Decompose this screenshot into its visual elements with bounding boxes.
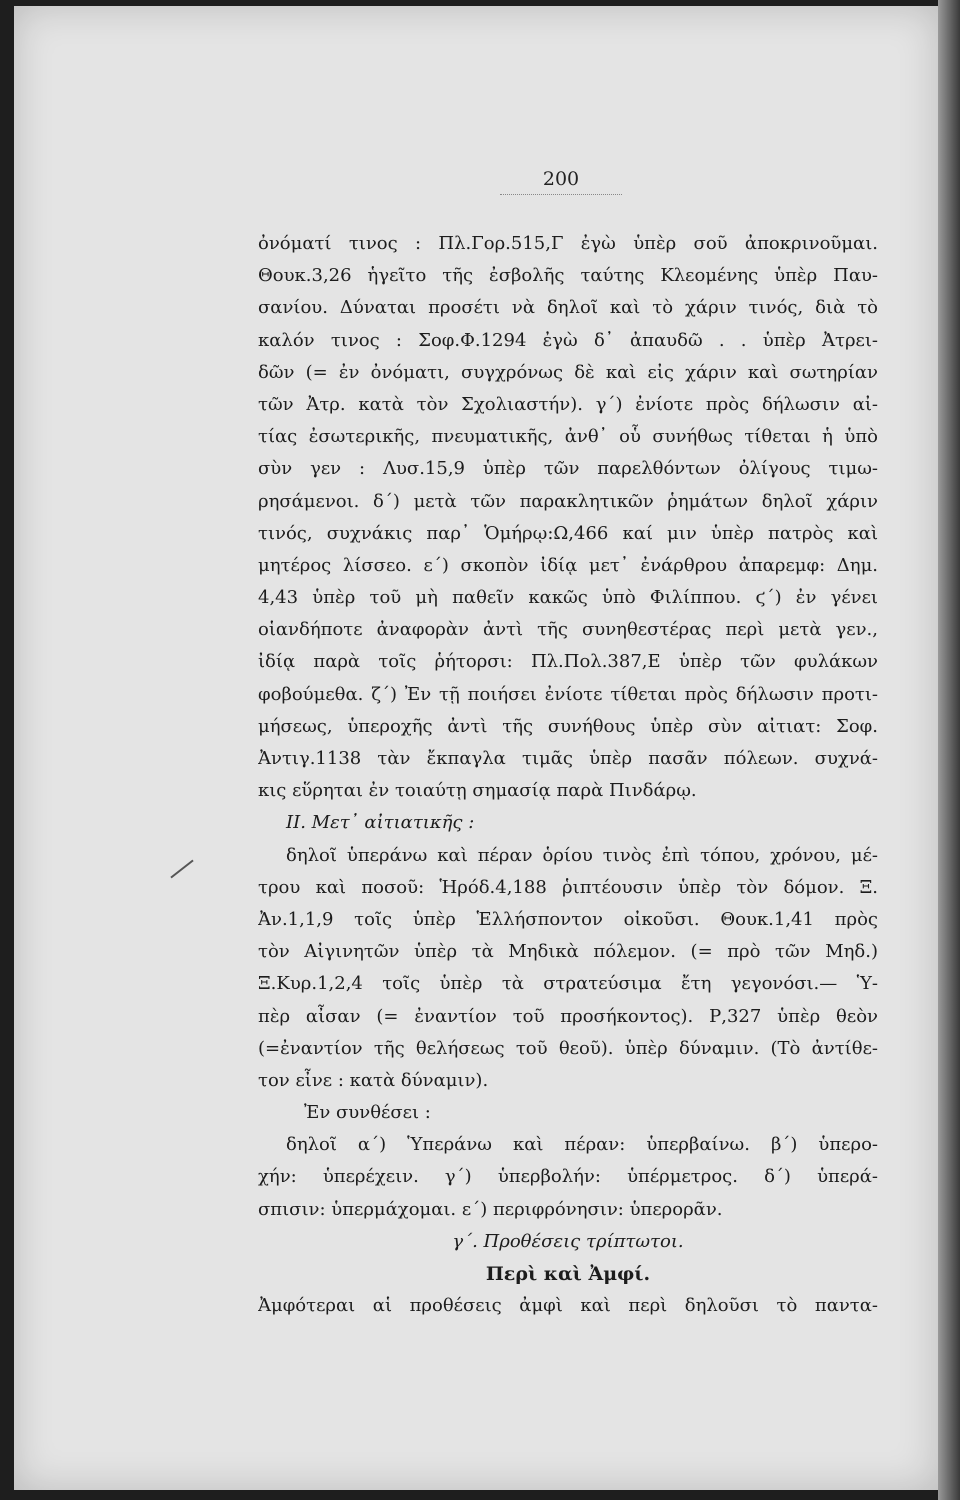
text-line: ρησάμενοι. δ΄) μετὰ τῶν παρακλητικῶν ῥημάτων δηλοῖ χάριν	[258, 490, 878, 512]
page-edge	[938, 0, 960, 1500]
text-line: δῶν (= ἐν ὀνόματι, συγχρόνως δὲ καὶ εἰς χάριν καὶ σωτηρίαν	[258, 361, 878, 383]
text-line: τὸν Αἰγινητῶν ὑπὲρ τὰ Μηδικὰ πόλεμον. (= πρὸ τῶν Μηδ.)	[258, 941, 878, 963]
text-line: τον εἶνε : κατὰ δύναμιν).	[258, 1069, 489, 1091]
text-line: ἰδίᾳ παρὰ τοῖς ῥήτορσι: Πλ.Πολ.387,Ε ὑπὲρ τῶν φυλάκων	[258, 651, 878, 673]
text-line: Ξ.Κυρ.1,2,4 τοῖς ὑπὲρ τὰ στρατεύσιμα ἔτη γεγονόσι.— Ὑ-	[258, 973, 878, 995]
text-line: χήν: ὑπερέχειν. γ΄) ὑπερβολήν: ὑπέρμετρος. δ΄) ὑπερά-	[258, 1166, 878, 1188]
text-line: τρου καὶ ποσοῦ: Ἡρόδ.4,188 ῥιπτέουσιν ὑπὲρ τὸν δόμον. Ξ.	[258, 876, 878, 898]
text-block	[258, 228, 878, 1322]
page-number: 200	[500, 168, 622, 195]
text-line: Ἀν.1,1,9 τοῖς ὑπὲρ Ἑλλήσποντον οἰκοῦσι. Θουκ.1,41 πρὸς	[258, 908, 878, 930]
text-line: (=ἐναντίον τῆς θελήσεως τοῦ θεοῦ). ὑπὲρ δύναμιν. (Τὸ ἀντίθε-	[258, 1037, 878, 1059]
text-line: τινός, συχνάκις παρ᾿ Ὁμήρῳ:Ω,466 καί μιν ὑπὲρ πατρὸς καὶ	[258, 522, 878, 544]
text-line: φοβούμεθα. ζ΄) Ἐν τῇ ποιήσει ἐνίοτε τίθεται πρὸς δήλωσιν προτι-	[258, 683, 878, 705]
text-line: ὀνόματί τινος : Πλ.Γορ.515,Γ ἐγὼ ὑπὲρ σοῦ ἀποκρινοῦμαι.	[258, 233, 878, 254]
text-line: μητέρος λίσσεο. ε΄) σκοπὸν ἰδίᾳ μετ᾿ ἐνάρθρου ἀπαρεμφ: Δημ.	[258, 554, 878, 576]
text-line: σανίου. Δύναται προσέτι νὰ δηλοῖ καὶ τὸ χάριν τινός, διὰ τὸ	[258, 297, 878, 319]
text-line: τίας ἐσωτερικῆς, πνευματικῆς, ἀνθ᾿ οὗ συνήθως τίθεται ἡ ὑπὸ	[258, 426, 878, 448]
section-heading: Ἐν συνθέσει :	[304, 1102, 431, 1124]
chapter-heading: γ΄. Προθέσεις τρίπτωτοι.	[452, 1230, 684, 1252]
text-line: οἱανδήποτε ἀναφορὰν ἀντὶ τῆς συνηθεστέρας περὶ μετὰ γεν.,	[258, 619, 878, 641]
text-line: Ἀντιγ.1138 τὰν ἔκπαγλα τιμᾶς ὑπὲρ πασᾶν πόλεων. συχνά-	[258, 748, 878, 769]
text-line: δηλοῖ α΄) Ὑπεράνω καὶ πέραν: ὑπερβαίνω. β΄) ὑπερο-	[286, 1134, 878, 1156]
chapter-subheading: Περὶ καὶ Ἀμφί.	[485, 1263, 651, 1285]
text-line: Ἀμφότεραι αἱ προθέσεις ἀμφὶ καὶ περὶ δηλοῦσι τὸ παντα-	[258, 1295, 878, 1317]
text-line: 4,43 ὑπὲρ τοῦ μὴ παθεῖν κακῶς ὑπὸ Φιλίππου. ϛ΄) ἐν γένει	[258, 587, 878, 609]
text-line: σὺν γεν : Λυσ.15,9 ὑπὲρ τῶν παρελθόντων ὀλίγους τιμω-	[258, 458, 878, 480]
text-line: κις εὕρηται ἐν τοιαύτῃ σημασίᾳ παρὰ Πινδάρῳ.	[258, 780, 697, 802]
text-line: δηλοῖ ὑπεράνω καὶ πέραν ὁρίου τινὸς ἐπὶ τόπου, χρόνου, μέ-	[286, 844, 878, 866]
text-line: τῶν Ἀτρ. κατὰ τὸν Σχολιαστήν). γ΄) ἐνίοτε πρὸς δήλωσιν αἰ-	[258, 393, 878, 415]
text-line: σπισιν: ὑπερμάχομαι. ε΄) περιφρόνησιν: ὑπερορᾶν.	[258, 1198, 723, 1220]
text-line: καλόν τινος : Σοφ.Φ.1294 ἐγὼ δ᾿ ἀπαυδῶ . . ὑπὲρ Ἀτρει-	[258, 329, 878, 351]
text-line: μήσεως, ὑπεροχῆς ἀντὶ τῆς συνήθους ὑπὲρ σὺν αἰτιατ: Σοφ.	[258, 715, 878, 737]
text-line: Θουκ.3,26 ἡγεῖτο τῆς ἐσβολῆς ταύτης Κλεομένης ὑπὲρ Παυ-	[258, 265, 878, 287]
section-heading: ΙΙ. Μετ᾿ αἰτιατικῆς :	[286, 812, 475, 834]
text-line: πὲρ αἶσαν (= ἐναντίον τοῦ προσήκοντος). Ρ,327 ὑπὲρ θεὸν	[258, 1005, 878, 1027]
